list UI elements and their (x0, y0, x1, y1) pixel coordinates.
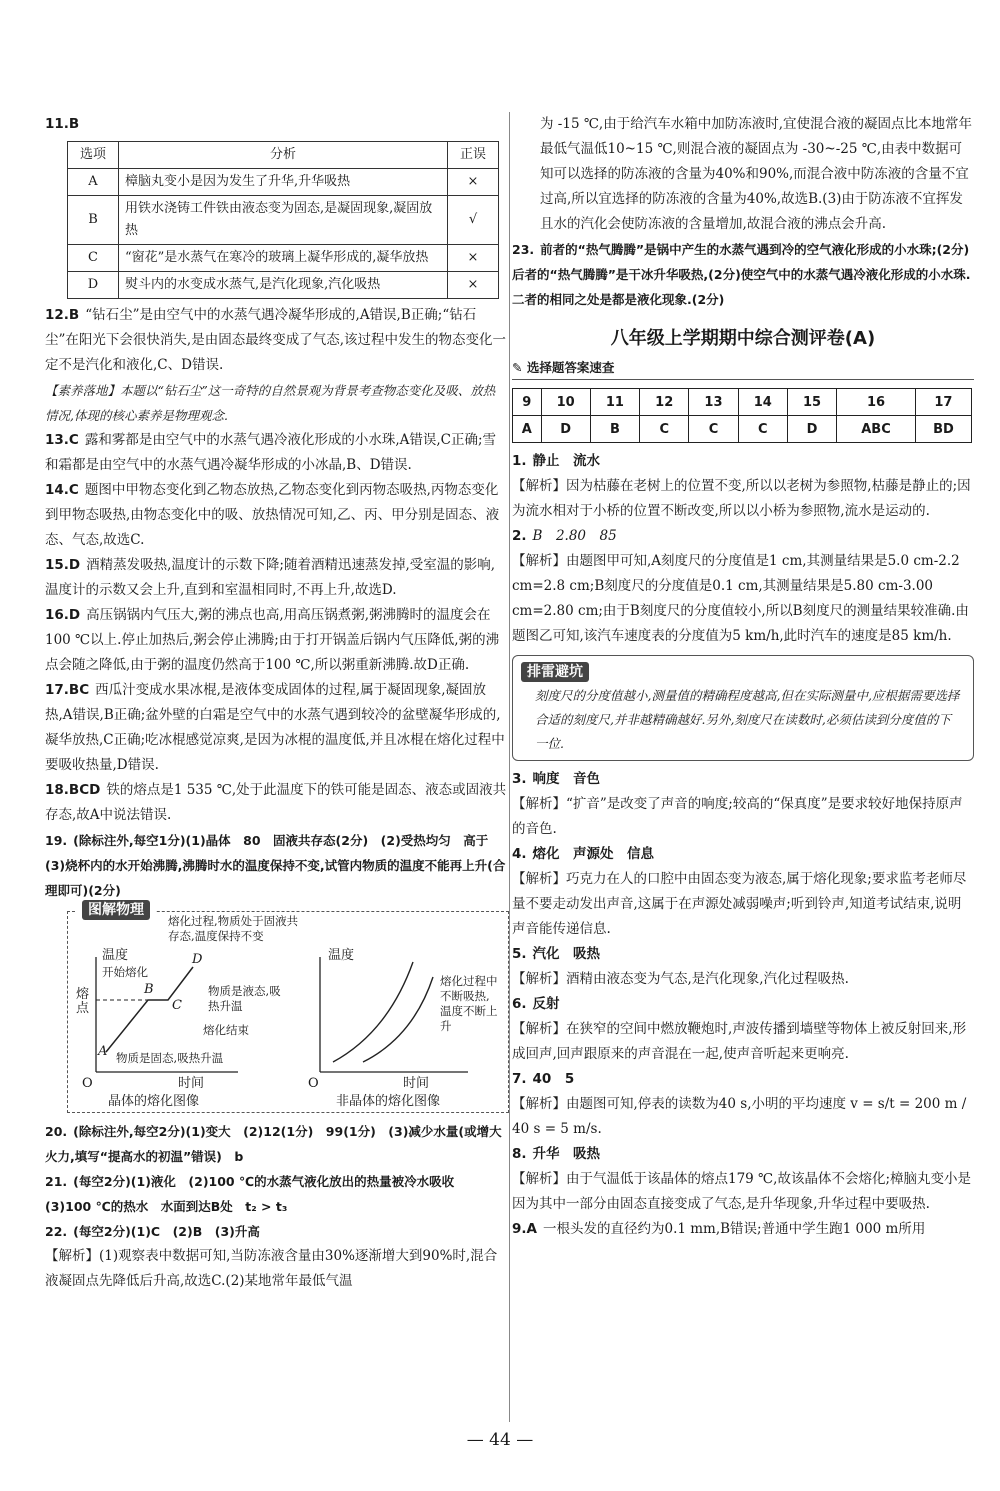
q23-number: 23. (512, 242, 535, 257)
a3-explanation: 【解析】“扩音”是改变了声音的响度;较高的“保真度”是要求较好地保持原声的音色. (512, 796, 963, 837)
graph1-caption: 晶体的熔化图像 (108, 1094, 200, 1109)
a2 (512, 524, 974, 549)
a7-text: 40 5 (532, 1071, 575, 1087)
a2-text: B 2.80 85 (532, 528, 617, 544)
graph1-annotation-solid: 物质是固态,吸热升温 (116, 1051, 224, 1065)
answer-key-cell: C (640, 416, 689, 443)
table-cell: C (68, 245, 119, 272)
a3-text: 响度 音色 (532, 771, 601, 787)
answer-number-cell: 15 (787, 389, 836, 416)
table-row (68, 245, 499, 272)
a5 (512, 942, 974, 967)
q11-heading: 11.B (45, 116, 80, 132)
table-cell: 用铁水浇铸工件铁由液态变为固态,是凝固现象,凝固放热 (119, 196, 448, 245)
q18-text: 铁的熔点是1 535 ℃,处于此温度下的铁可能是固态、液态或固液共存态,故A中说法错误. (45, 782, 507, 823)
q20-text: (除标注外,每空2分)(1)变大 (2)12(1分) 99(1分) (3)减少水量(或增大火力,填写“提高水的初温”错误) b (45, 1124, 502, 1164)
q19-number: 19. (45, 833, 68, 848)
table-header: 分析 (119, 142, 448, 169)
a8-text: 升华 吸热 (532, 1146, 601, 1162)
q15 (45, 553, 507, 603)
q17 (45, 678, 507, 778)
q19-text: (除标注外,每空1分)(1)晶体 80 固液共存态(2分) (2)受热均匀 高于 (3)烧杯内的水开始沸腾,沸腾时水的温度保持不变,试管内物质的温度不能再上升(合理即可)(2分) (45, 833, 506, 898)
graph1-origin: O (82, 1076, 93, 1091)
answer-number-row (513, 389, 972, 416)
answer-number-cell: 16 (837, 389, 916, 416)
a7-explanation: 【解析】由题图可知,停表的读数为40 s,小明的平均速度 v = s/t = 200 m / 40 s = 5 m/s. (512, 1096, 967, 1137)
q12-text: “钻石尘”是由空气中的水蒸气遇冷凝华形成的,A错误,B正确;“钻石尘”在阳光下会很快消失,是由固态最终变成了气态,该过程中发生的物态变化一定不是汽化和液化,C、D错误. (45, 307, 506, 373)
q21 (45, 1169, 507, 1219)
graph2-caption: 非晶体的熔化图像 (336, 1094, 441, 1109)
table-cell: × (448, 169, 499, 196)
q18-number: 18.BCD (45, 782, 101, 798)
q22 (45, 1219, 507, 1244)
q22-analysis: 【解析】(1)观察表中数据可知,当防冻液含量由30%逐渐增大到90%时,混合液凝固点先降低后升高,故选C.(2)某地常年最低气温 (45, 1248, 498, 1289)
answer-key-cell: C (738, 416, 787, 443)
q16-number: 16.D (45, 607, 81, 623)
graph1-point-c: C (172, 998, 182, 1013)
graph2-curve-2 (363, 977, 433, 1062)
graph1-annotation-process: 熔化过程,物质处于固液共存态,温度保持不变 (168, 914, 299, 943)
column-divider (509, 112, 510, 1422)
table-cell: “窗花”是水蒸气在寒冷的玻璃上凝华形成的,凝华放热 (119, 245, 448, 272)
q14-number: 14.C (45, 482, 79, 498)
a5-text: 汽化 吸热 (532, 946, 601, 962)
analysis-table (67, 141, 499, 299)
answer-key-cell: C (689, 416, 738, 443)
a4-text: 熔化 声源处 信息 (532, 846, 655, 862)
a2-explanation: 【解析】由题图甲可知,A刻度尺的分度值是1 cm,其测量结果是5.0 cm-2.2 cm=2.8 cm;B刻度尺的分度值是0.1 cm,其测量结果是5.80 cm-3.00 cm=2.80 cm;由于B刻度尺的分度值较小,所以B刻度尺的测量结果较准确.由题图乙可知,该汽车速度表的分度值为5 km/h,此时汽车的速度是85 km/h. (512, 553, 969, 644)
a1 (512, 449, 974, 474)
q21-number: 21. (45, 1174, 68, 1189)
a1-text: 静止 流水 (532, 453, 601, 469)
table-cell: √ (448, 196, 499, 245)
answer-number-cell: 9 (513, 389, 542, 416)
q20-number: 20. (45, 1124, 68, 1139)
a6-text: 反射 (532, 996, 560, 1012)
q17-number: 17.BC (45, 682, 90, 698)
q20 (45, 1119, 507, 1169)
tip-title: 排雷避坑 (521, 662, 589, 682)
quick-check-text: 选择题答案速查 (526, 360, 615, 375)
a9-number: 9.A (512, 1221, 537, 1237)
answer-key-cell: A (513, 416, 542, 443)
left-column (45, 112, 507, 1294)
a3-number: 3. (512, 771, 527, 787)
table-row (68, 272, 499, 299)
pencil-icon: ✎ (512, 360, 527, 375)
watermark-logo (790, 1400, 980, 1480)
answer-number-cell: 11 (590, 389, 639, 416)
table-cell: B (68, 196, 119, 245)
quick-check-label (512, 357, 974, 380)
table-header-row (68, 142, 499, 169)
table-cell: 熨斗内的水变成水蒸气,是汽化现象,汽化吸热 (119, 272, 448, 299)
q17-text: 西瓜汁变成水果冰棍,是液体变成固体的过程,属于凝固现象,凝固放热,A错误,B正确;盆外壁的白霜是空气中的水蒸气遇到较冷的盆壁凝华形成的,凝华放热,C正确;吃冰棍感觉凉爽,是因为冰棍的温度低,并且冰棍在熔化过程中要吸收热量,D错误. (45, 682, 505, 773)
q15-number: 15.D (45, 557, 81, 573)
page-number: — 44 — (466, 1430, 534, 1450)
graph2-origin: O (308, 1076, 319, 1091)
q22-continued: 为 -15 ℃,由于给汽车水箱中加防冻液时,宜使混合液的凝固点比本地常年最低气温低10~15 ℃,则混合液的凝固点为 -30~-25 ℃,由表中数据可知可以选择的防冻液的含量为40%和90%,而混合液中防冻液的含量不宜过高,所以宜选择的防冻液的含量为40%,故选B.(3)由于防冻液不宜挥发且水的汽化会使防冻液的含量增加,故混合液的沸点会升高. (540, 116, 973, 232)
graph1-point-b: B (144, 982, 154, 997)
answer-key-cell: D (787, 416, 836, 443)
q16-text: 高压锅锅内气压大,粥的沸点也高,用高压锅煮粥,粥沸腾时的温度会在100 ℃以上.停止加热后,粥会停止沸腾;由于打开锅盖后锅内气压降低,粥的沸点会随之降低,由于粥的温度仍然高于100 ℃,所以粥重新沸腾.故D正确. (45, 607, 500, 673)
a1-number: 1. (512, 453, 527, 469)
a7-number: 7. (512, 1071, 527, 1087)
graph1-ylabel: 温度 (102, 948, 129, 963)
q13-number: 13.C (45, 432, 79, 448)
q12-note: 【素养落地】本题以“钻石尘”这一奇特的自然景观为背景考查物态变化及吸、放热情况,体现的核心素养是物理观念. (45, 383, 496, 423)
q23-text: 前者的“热气腾腾”是锅中产生的水蒸气遇到冷的空气液化形成的小水珠;(2分)后者的“热气腾腾”是干冰升华吸热,(2分)使空气中的水蒸气遇冷液化形成的小水珠.二者的相同之处是都是液化现象.(2分) (512, 242, 971, 307)
a2-number: 2. (512, 528, 527, 544)
q13-text: 露和雾都是由空气中的水蒸气遇冷液化形成的小水珠,A错误,C正确;雪和霜都是由空气中的水蒸气遇冷凝华形成的小冰晶,B、D错误. (45, 432, 497, 473)
table-cell: A (68, 169, 119, 196)
a4 (512, 842, 974, 867)
q22-number: 22. (45, 1224, 68, 1239)
a9 (512, 1217, 974, 1242)
q12 (45, 303, 507, 378)
table-cell: D (68, 272, 119, 299)
a7 (512, 1067, 974, 1092)
answer-number-cell: 10 (541, 389, 590, 416)
table-cell: 樟脑丸变小是因为发生了升华,升华吸热 (119, 169, 448, 196)
answer-key-cell: D (541, 416, 590, 443)
q21-text: (每空2分)(1)液化 (2)100 ℃的水蒸气液化放出的热量被冷水吸收 (3)100 ℃的热水 水面到达B处 t₂ > t₃ (45, 1174, 467, 1214)
answer-number-cell: 12 (640, 389, 689, 416)
q23 (512, 237, 974, 312)
answer-key-row (513, 416, 972, 443)
q22-text: (每空2分)(1)C (2)B (3)升高 (73, 1224, 260, 1239)
graph1-melt-point: 熔点 (76, 987, 90, 1016)
tip-header (521, 660, 963, 684)
answer-number-cell: 14 (738, 389, 787, 416)
graph1-point-d: D (192, 952, 203, 967)
graph1-point-a: A (98, 1044, 108, 1059)
table-cell: × (448, 245, 499, 272)
table-header: 选项 (68, 142, 119, 169)
answer-table (512, 388, 972, 443)
tip-text: 刻度尺的分度值越小,测量值的精确程度越高,但在实际测量中,应根据需要选择合适的刻度尺,并非越精确越好.另外,刻度尺在读数时,必须估读到分度值的下一位. (535, 688, 960, 751)
answer-key-cell: BD (915, 416, 971, 443)
a6 (512, 992, 974, 1017)
graph1-annotation-end: 熔化结束 (203, 1023, 249, 1037)
graph2-annotation: 熔化过程中不断吸热,温度不断上升 (440, 974, 498, 1033)
q14-text: 题图中甲物态变化到乙物态放热,乙物态变化到丙物态吸热,丙物态变化到甲物态吸热,由物态变化中的吸、放热情况可知,乙、丙、甲分别是固态、液态、气态,故选C. (45, 482, 500, 548)
q18 (45, 778, 507, 828)
a6-explanation: 【解析】在狭窄的空间中燃放鞭炮时,声波传播到墙壁等物体上被反射回来,形成回声,回声跟原来的声音混在一起,使声音听起来更响亮. (512, 1021, 967, 1062)
graph1-annotation-liquid: 物质是液态,吸热升温 (208, 984, 281, 1013)
q16 (45, 603, 507, 678)
q13 (45, 428, 507, 478)
graph1-xlabel: 时间 (178, 1076, 205, 1091)
graph2-curve (333, 962, 413, 1062)
section-title: 八年级上学期期中综合测评卷(A) (610, 328, 876, 349)
graph1-annotation-start: 开始熔化 (102, 965, 148, 979)
a4-explanation: 【解析】巧克力在人的口腔中由固态变为液态,属于熔化现象;要求监考老师尽量不要走动发出声音,这属于在声源处减弱噪声;听到铃声,知道考试结束,说明声音能传递信息. (512, 871, 967, 937)
a8-explanation: 【解析】由于气温低于该晶体的熔点179 ℃,故该晶体不会熔化;樟脑丸变小是因为其中一部分由固态直接变成了气态,是升华现象,升华过程中要吸热. (512, 1171, 971, 1212)
a5-explanation: 【解析】酒精由液态变为气态,是汽化现象,汽化过程吸热. (512, 971, 849, 987)
a6-number: 6. (512, 996, 527, 1012)
q19 (45, 828, 507, 903)
a5-number: 5. (512, 946, 527, 962)
answer-number-cell: 17 (915, 389, 971, 416)
a9-text: 一根头发的直径约为0.1 mm,B错误;普通中学生跑1 000 m所用 (542, 1221, 926, 1237)
tip-box (512, 655, 974, 761)
table-cell: × (448, 272, 499, 299)
graph2-ylabel: 温度 (328, 948, 355, 963)
table-row (68, 196, 499, 245)
answer-number-cell: 13 (689, 389, 738, 416)
right-column (512, 112, 974, 1242)
graph2-xlabel: 时间 (403, 1076, 430, 1091)
a4-number: 4. (512, 846, 527, 862)
table-header: 正误 (448, 142, 499, 169)
graph-box (67, 902, 509, 1113)
answer-key-cell: ABC (837, 416, 916, 443)
table-row (68, 169, 499, 196)
a3 (512, 767, 974, 792)
a1-explanation: 【解析】因为枯藤在老树上的位置不变,所以以老树为参照物,枯藤是静止的;因为流水相对于小桥的位置不断改变,所以以小桥为参照物,流水是运动的. (512, 478, 971, 519)
a8-number: 8. (512, 1146, 527, 1162)
q12-number: 12.B (45, 307, 80, 323)
answer-key-cell: B (590, 416, 639, 443)
graph-box-title: 图解物理 (82, 900, 150, 920)
a8 (512, 1142, 974, 1167)
q15-text: 酒精蒸发吸热,温度计的示数下降;随着酒精迅速蒸发掉,受室温的影响,温度计的示数又会上升,直到和室温相同时,不再上升,故选D. (45, 557, 496, 598)
q14 (45, 478, 507, 553)
